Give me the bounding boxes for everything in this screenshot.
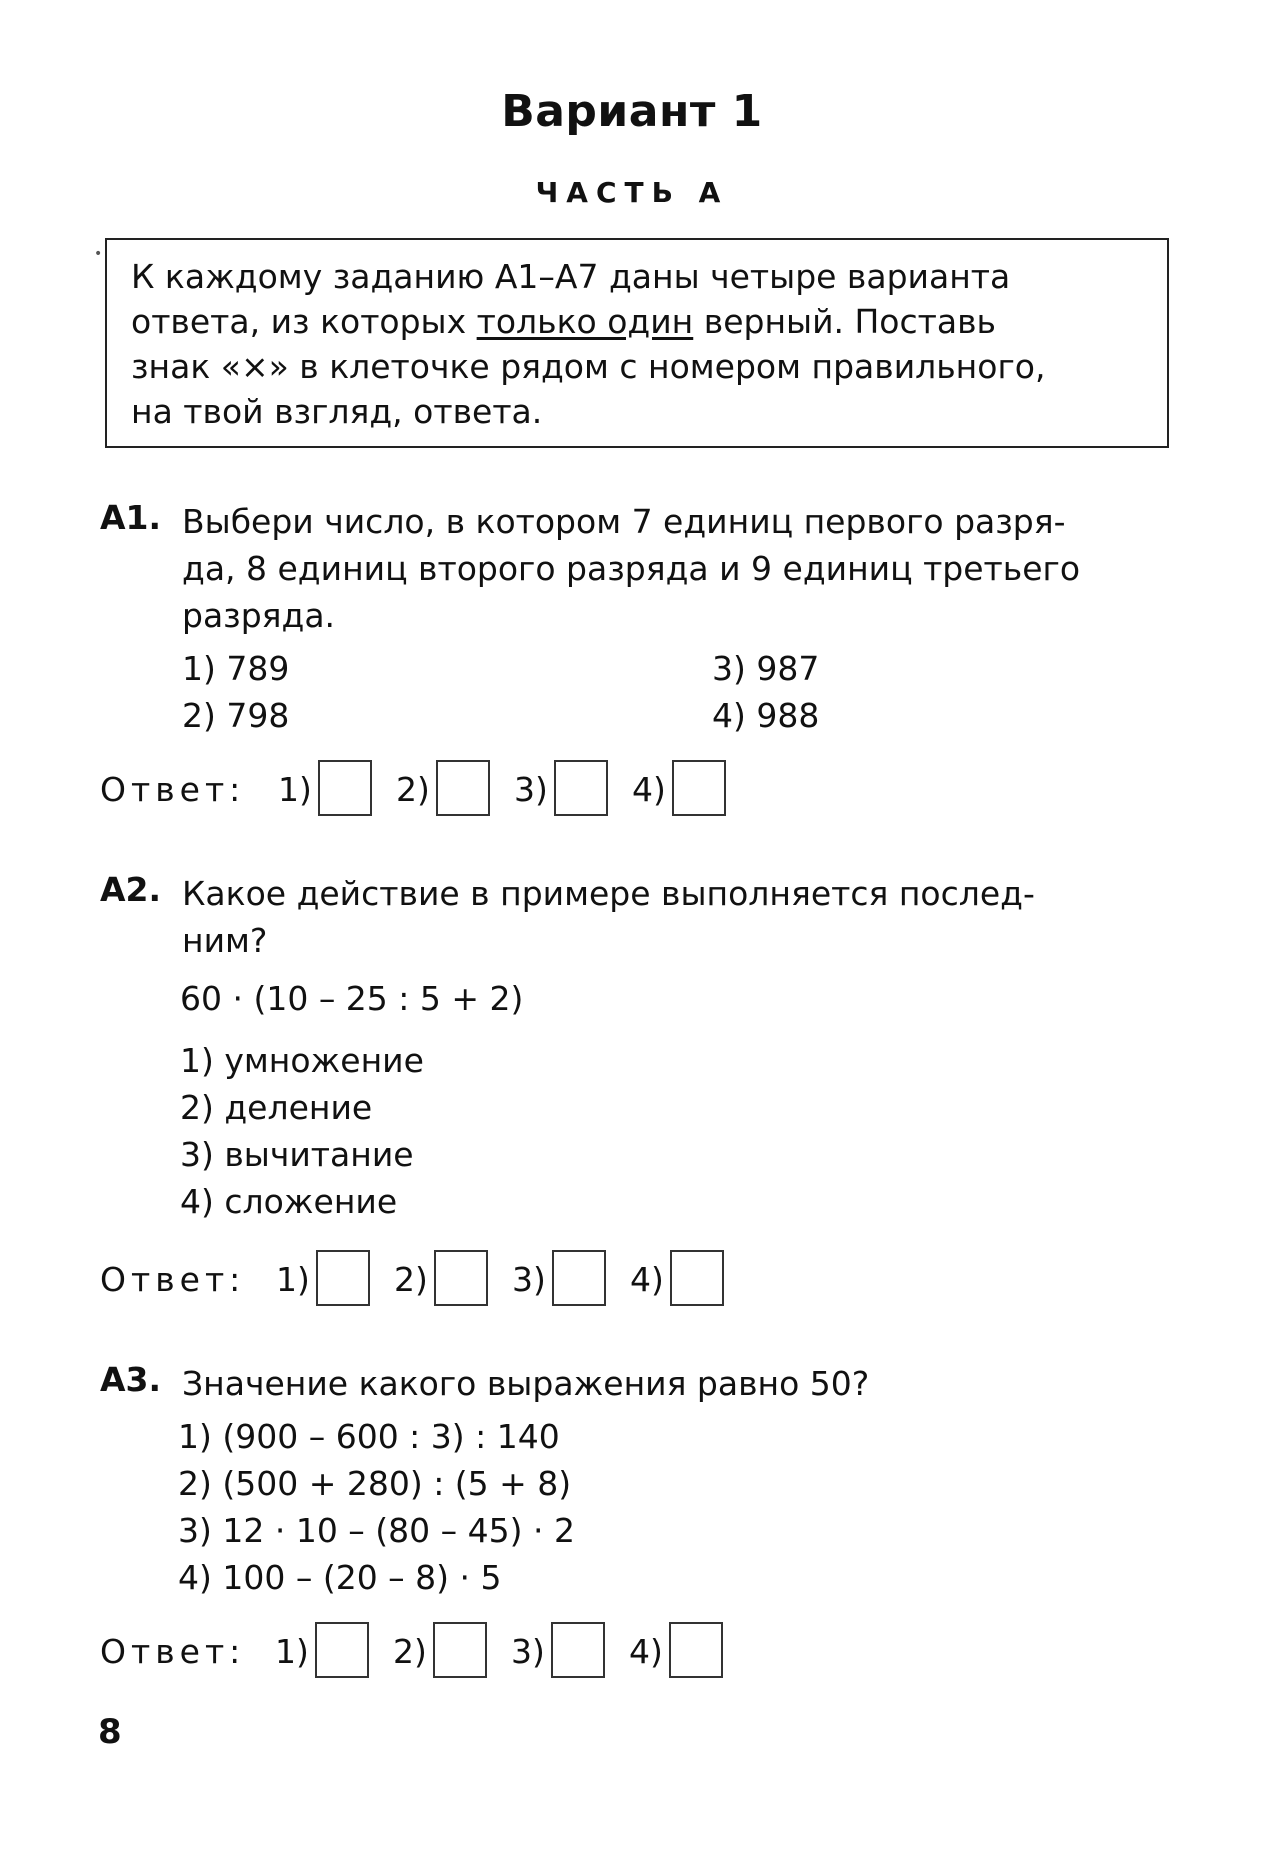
instructions-line-3: знак «×» в клеточке рядом с номером правильного, xyxy=(131,347,1046,386)
answer-checkbox-4[interactable] xyxy=(669,1622,723,1678)
task-expression: 60 · (10 – 25 : 5 + 2) xyxy=(180,979,524,1018)
answer-row-a3 xyxy=(100,1622,740,1682)
option-3: 3) 987 xyxy=(712,649,820,688)
page-title: Вариант 1 xyxy=(501,86,763,137)
answer-row-a2 xyxy=(100,1250,740,1310)
instructions-emphasis: только один xyxy=(476,302,694,341)
answer-checkbox-1[interactable] xyxy=(316,1250,370,1306)
question-line: ним? xyxy=(182,921,268,960)
answer-label: Ответ: xyxy=(100,1632,246,1671)
question-line: Выбери число, в котором 7 единиц первого разря- xyxy=(182,502,1066,541)
instructions-box xyxy=(105,238,1169,448)
choice-label: 2) xyxy=(393,1632,427,1671)
choice-label: 3) xyxy=(514,770,548,809)
answer-checkbox-2[interactable] xyxy=(434,1250,488,1306)
option-4: 4) 100 – (20 – 8) · 5 xyxy=(178,1558,502,1597)
option-1: 1) 789 xyxy=(182,649,290,688)
choice-label: 3) xyxy=(511,1632,545,1671)
answer-checkbox-4[interactable] xyxy=(672,760,726,816)
choice-label: 4) xyxy=(630,1260,664,1299)
option-1: 1) умножение xyxy=(180,1041,424,1080)
option-1: 1) (900 – 600 : 3) : 140 xyxy=(178,1417,560,1456)
task-question xyxy=(182,870,1180,964)
option-3: 3) 12 · 10 – (80 – 45) · 2 xyxy=(178,1511,575,1550)
instructions-line-2 xyxy=(131,299,1143,344)
choice-label: 4) xyxy=(632,770,666,809)
option-4: 4) сложение xyxy=(180,1182,398,1221)
instructions-line-4: на твой взгляд, ответа. xyxy=(131,392,543,431)
choice-label: 4) xyxy=(629,1632,663,1671)
page-number: 8 xyxy=(98,1712,122,1752)
question-line: Значение какого выражения равно 50? xyxy=(182,1364,870,1403)
instructions-text: ответа, из которых xyxy=(131,302,477,341)
option-3: 3) вычитание xyxy=(180,1135,414,1174)
answer-checkbox-3[interactable] xyxy=(554,760,608,816)
task-question xyxy=(182,498,1180,639)
option-2: 2) (500 + 280) : (5 + 8) xyxy=(178,1464,572,1503)
option-2: 2) деление xyxy=(180,1088,373,1127)
task-label: А3. xyxy=(100,1360,162,1399)
answer-checkbox-2[interactable] xyxy=(436,760,490,816)
question-line: Какое действие в примере выполняется послед- xyxy=(182,874,1035,913)
answer-label: Ответ: xyxy=(100,1260,246,1299)
decorative-mark: • xyxy=(94,246,103,262)
question-line: разряда. xyxy=(182,596,336,635)
section-title: ЧАСТЬ А xyxy=(535,176,729,209)
instructions-line-1: К каждому заданию А1–А7 даны четыре варианта xyxy=(131,257,1011,296)
choice-label: 2) xyxy=(394,1260,428,1299)
option-2: 2) 798 xyxy=(182,696,290,735)
choice-label: 2) xyxy=(396,770,430,809)
question-line: да, 8 единиц второго разряда и 9 единиц третьего xyxy=(182,549,1081,588)
answer-checkbox-1[interactable] xyxy=(315,1622,369,1678)
task-label: А1. xyxy=(100,498,162,537)
answer-checkbox-4[interactable] xyxy=(670,1250,724,1306)
option-4: 4) 988 xyxy=(712,696,820,735)
answer-row-a1 xyxy=(100,760,740,820)
task-question xyxy=(182,1360,1180,1407)
choice-label: 1) xyxy=(275,1632,309,1671)
instructions-text: верный. Поставь xyxy=(693,302,996,341)
answer-checkbox-3[interactable] xyxy=(552,1250,606,1306)
answer-checkbox-3[interactable] xyxy=(551,1622,605,1678)
task-label: А2. xyxy=(100,870,162,909)
choice-label: 1) xyxy=(278,770,312,809)
answer-label: Ответ: xyxy=(100,770,246,809)
answer-checkbox-1[interactable] xyxy=(318,760,372,816)
answer-checkbox-2[interactable] xyxy=(433,1622,487,1678)
choice-label: 1) xyxy=(276,1260,310,1299)
choice-label: 3) xyxy=(512,1260,546,1299)
